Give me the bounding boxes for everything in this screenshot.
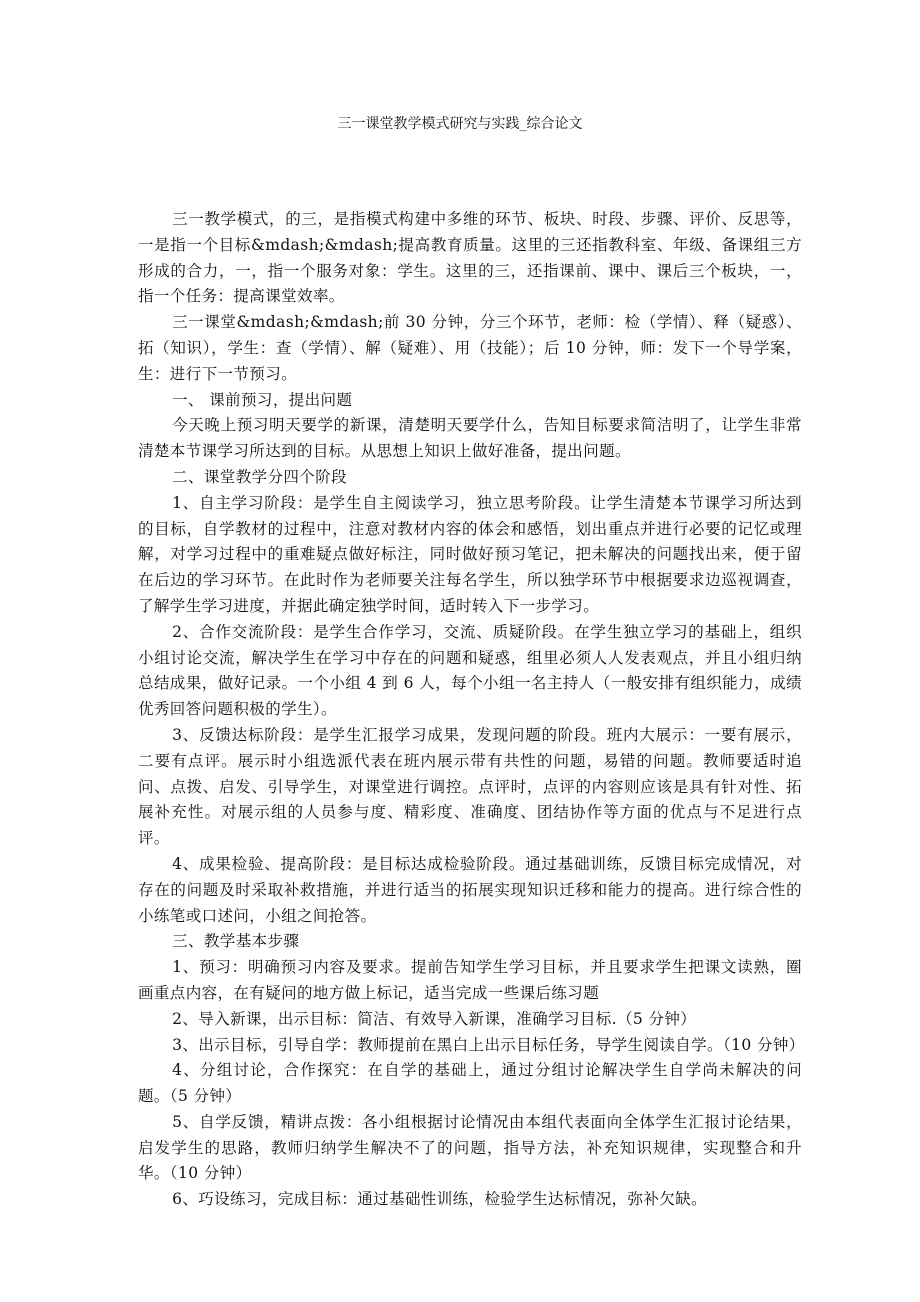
- section-heading-3: 三、教学基本步骤: [172, 932, 300, 951]
- paragraph: 2、合作交流阶段：是学生合作学习，交流、质疑阶段。在学生独立学习的基础上，组织小组讨论交流，解决学生在学习中存在的问题和疑惑，组里必须人人发表观点，并且小组归纳总结成果，做好记录。一个小组 4 到 6 人，每个小组一名主持人（一般安排有组织能力，成绩优秀回答问题积极的学生）。: [138, 622, 802, 719]
- paragraph-classroom: 三一课堂&mdash;&mdash;前 30 分钟，分三个环节，老师：检（学情）、释（疑惑）、拓（知识），学生：查（学情）、解（疑难）、用（技能）；后 10 分钟，师：发下一个导学案，生：进行下一节预习。: [138, 313, 802, 383]
- step-item: 4、分组讨论，合作探究：在自学的基础上，通过分组讨论解决学生自学尚未解决的问题。（5 分钟）: [138, 1061, 802, 1106]
- paragraph: 今天晚上预习明天要学的新课，清楚明天要学什么，告知目标要求简洁明了，让学生非常清楚本节课学习所达到的目标。从思想上知识上做好准备，提出问题。: [138, 416, 802, 461]
- step-item: 2、导入新课，出示目标：简洁、有效导入新课，准确学习目标.（5 分钟）: [172, 1009, 697, 1028]
- step-item: 6、巧设练习，完成目标：通过基础性训练，检验学生达标情况，弥补欠缺。: [172, 1190, 708, 1209]
- section-heading-1: 一、 课前预习，提出问题: [172, 390, 353, 409]
- paragraph: 1、自主学习阶段：是学生自主阅读学习，独立思考阶段。让学生清楚本节课学习所达到的目标，自学教材的过程中，注意对教材内容的体会和感悟，划出重点并进行必要的记忆或理解，对学习过程中的重难疑点做好标注，同时做好预习笔记，把未解决的问题找出来，便于留在后边的学习环节。在此时作为老师要关注每名学生，所以独学环节中根据要求边巡视调查，了解学生学习进度，并据此确定独学时间，适时转入下一步学习。: [138, 493, 802, 615]
- paragraph: 4、成果检验、提高阶段：是目标达成检验阶段。通过基础训练，反馈目标完成情况，对存在的问题及时采取补救措施，并进行适当的拓展实现知识迁移和能力的提高。进行综合性的小练笔或口述问，小组之间抢答。: [138, 854, 802, 925]
- paragraph: 3、反馈达标阶段：是学生汇报学习成果，发现问题的阶段。班内大展示：一要有展示，二要有点评。展示时小组选派代表在班内展示带有共性的问题，易错的问题。教师要适时追问、点拨、启发、引导学生，对课堂进行调控。点评时，点评的内容则应该是具有针对性、拓展补充性。对展示组的人员参与度、精彩度、准确度、团结协作等方面的优点与不足进行点评。: [138, 725, 802, 848]
- section-heading-2: 二、课堂教学分四个阶段: [172, 467, 347, 486]
- step-item: 1、预习：明确预习内容及要求。提前告知学生学习目标，并且要求学生把课文读熟，圈画重点内容，在有疑问的地方做上标记，适当完成一些课后练习题: [138, 958, 802, 1002]
- step-item: 3、出示目标，引导自学：教师提前在黑白上出示目标任务，导学生阅读自学。（10 分钟）: [172, 1035, 805, 1054]
- paragraph-intro: 三一教学模式，的三，是指模式构建中多维的环节、板块、时段、步骤、评价、反思等，一是指一个目标&mdash;&mdash;提高教育质量。这里的三还指教科室、年级、备课组三方形成的合力，一，指一个服务对象：学生。这里的三，还指课前、课中、课后三个板块，一，指一个任务：提高课堂效率。: [138, 210, 802, 306]
- document-body: [138, 207, 805, 1213]
- document-title: 三一课堂教学模式研究与实践_综合论文: [337, 116, 583, 132]
- step-item: 5、自学反馈，精讲点拨：各小组根据讨论情况由本组代表面向全体学生汇报讨论结果，启发学生的思路，教师归纳学生解决不了的问题，指导方法，补充知识规律，实现整合和升华。（10 分钟）: [138, 1112, 802, 1183]
